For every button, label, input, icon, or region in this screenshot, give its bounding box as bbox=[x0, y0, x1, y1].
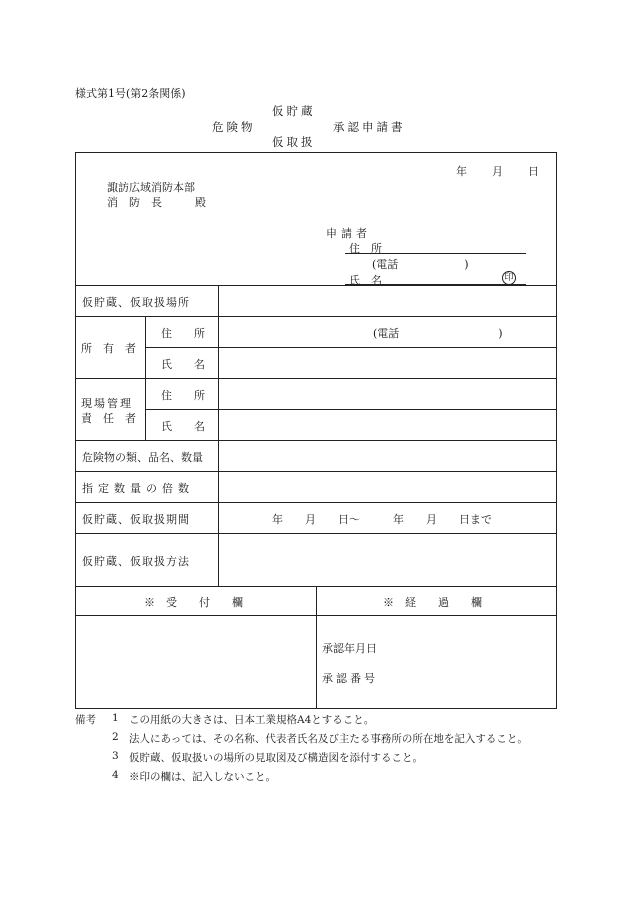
owner-label: 所 有 者 bbox=[81, 342, 136, 355]
owner-phone-label[interactable]: (電話 ) bbox=[373, 327, 503, 340]
note-text: 仮貯蔵、仮取扱いの場所の見取図及び構造図を添付すること。 bbox=[129, 752, 423, 764]
column-divider bbox=[218, 285, 219, 586]
method-label: 仮貯蔵、仮取扱方法 bbox=[82, 555, 190, 568]
row-divider bbox=[145, 347, 557, 348]
note-number: 4 bbox=[112, 769, 119, 781]
addressee-title: 消 防 長 殿 bbox=[107, 196, 206, 209]
row-divider bbox=[75, 378, 557, 379]
period-value[interactable]: 年 月 日～ 年 月 日まで bbox=[272, 513, 492, 526]
title-left: 危険物 bbox=[212, 120, 256, 134]
note-text: 法人にあっては、その名称、代表者氏名及び主たる事務所の所在地を記入すること。 bbox=[129, 733, 528, 745]
manager-label-line1: 現場管理 bbox=[81, 397, 133, 410]
row-divider bbox=[75, 502, 557, 503]
manager-name-label: 氏 名 bbox=[161, 420, 205, 433]
column-divider bbox=[145, 316, 146, 440]
manager-address-label: 住 所 bbox=[161, 389, 205, 402]
note-number: 3 bbox=[112, 750, 119, 762]
note-text: ※印の欄は、記入しないこと。 bbox=[129, 771, 276, 783]
application-date[interactable]: 年 月 日 bbox=[456, 165, 540, 178]
manager-label-line2: 責 任 者 bbox=[81, 412, 136, 425]
title-top: 仮貯蔵 bbox=[272, 104, 316, 118]
title-bottom: 仮取扱 bbox=[272, 135, 316, 149]
reception-header: ※ 受 付 欄 bbox=[144, 596, 243, 609]
row-divider bbox=[75, 316, 557, 317]
applicant-label: 申請者 bbox=[326, 227, 371, 240]
row-divider bbox=[75, 285, 557, 286]
multiple-label: 指定数量の倍数 bbox=[82, 482, 194, 495]
applicant-name-label: 氏 名 bbox=[349, 274, 382, 287]
applicant-address-label: 住 所 bbox=[349, 242, 382, 255]
addressee-org: 諏訪広域消防本部 bbox=[107, 181, 195, 194]
row-divider bbox=[75, 440, 557, 441]
applicant-address-field[interactable] bbox=[345, 253, 526, 254]
hazmat-type-label: 危険物の類、品名、数量 bbox=[82, 451, 203, 464]
applicant-name-field[interactable] bbox=[345, 284, 526, 285]
approval-number-label: 承認番号 bbox=[322, 672, 378, 685]
form-number: 様式第1号(第2条関係) bbox=[75, 87, 186, 100]
note-number: 2 bbox=[112, 731, 119, 743]
location-label: 仮貯蔵、仮取扱場所 bbox=[82, 296, 190, 309]
progress-header: ※ 経 過 欄 bbox=[383, 596, 482, 609]
applicant-phone-label: (電話 ) bbox=[372, 258, 469, 271]
approval-date-label: 承認年月日 bbox=[322, 642, 377, 655]
owner-name-label: 氏 名 bbox=[161, 358, 205, 371]
row-divider bbox=[75, 471, 557, 472]
row-divider bbox=[145, 409, 557, 410]
period-label: 仮貯蔵、仮取扱期間 bbox=[82, 513, 190, 526]
notes-label: 備考 bbox=[75, 714, 96, 726]
seal-mark: 印 bbox=[502, 271, 516, 285]
title-right: 承認申請書 bbox=[333, 120, 406, 134]
owner-address-label: 住 所 bbox=[161, 327, 205, 340]
note-number: 1 bbox=[112, 712, 119, 724]
note-text: この用紙の大きさは、日本工業規格A4とすること。 bbox=[129, 714, 375, 726]
row-divider bbox=[75, 533, 557, 534]
column-divider bbox=[316, 586, 317, 709]
